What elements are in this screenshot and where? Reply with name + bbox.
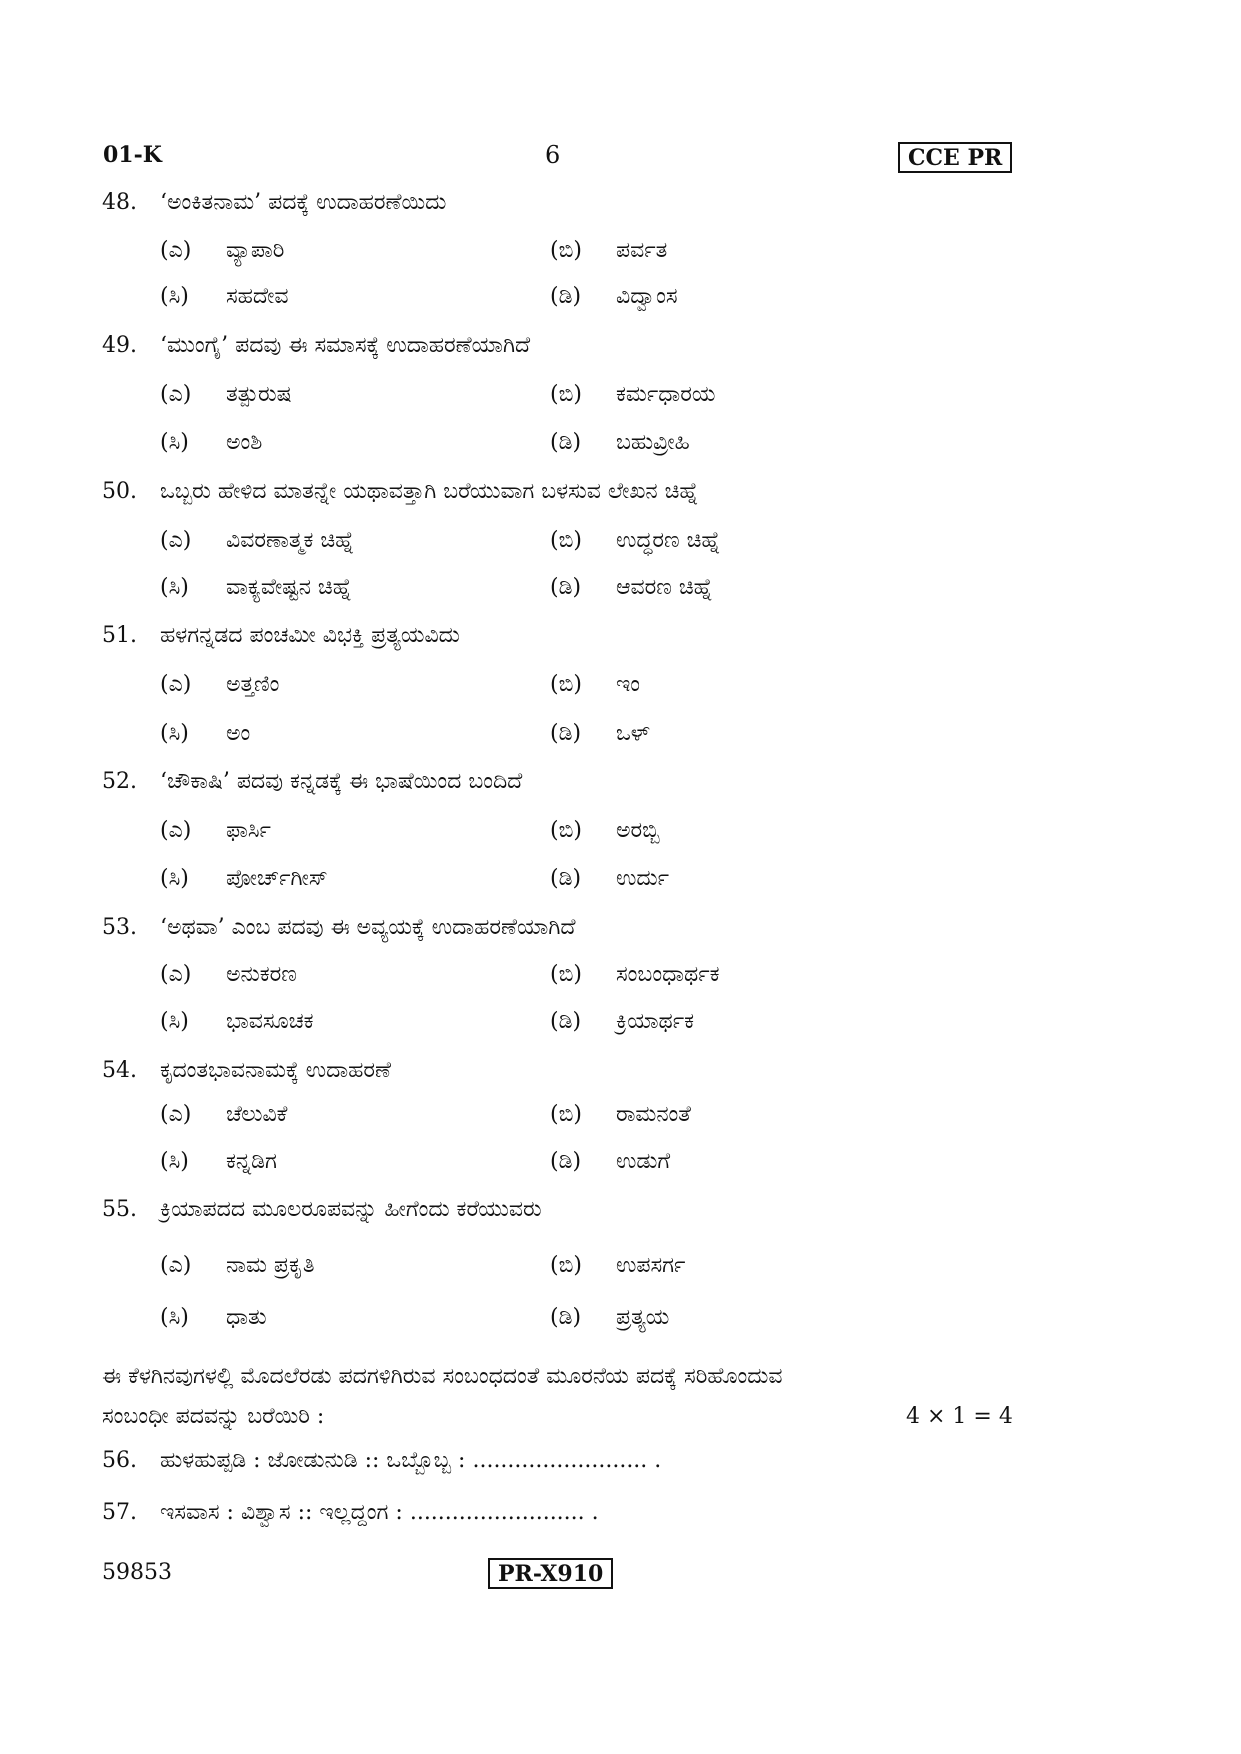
option-b bbox=[550, 238, 667, 263]
question-text: ಹಳಗನ್ನಡದ ಪಂಚಮೀ ವಿಭಕ್ತಿ ಪ್ರತ್ಯಯವಿದು bbox=[160, 623, 460, 648]
option-text: ವಿವರಣಾತ್ಮಕ ಚಿಹ್ನೆ bbox=[226, 528, 355, 553]
option-a bbox=[160, 1253, 315, 1278]
option-label: (ಎ) bbox=[160, 238, 192, 263]
option-text: ಬಹುವ್ರೀಹಿ bbox=[616, 430, 690, 455]
option-text: ಅನುಕರಣ bbox=[226, 962, 297, 987]
serial-number: 59853 bbox=[102, 1560, 172, 1585]
option-text: ಇಂ bbox=[616, 672, 641, 697]
option-c bbox=[160, 1009, 314, 1034]
option-text: ವಿದ್ವಾಂಸ bbox=[616, 284, 678, 309]
option-label: (ಸಿ) bbox=[160, 1149, 189, 1174]
option-d bbox=[550, 1149, 670, 1174]
question-text: ‘ಅಂಕಿತನಾಮ’ ಪದಕ್ಕೆ ಉದಾಹರಣೆಯಿದು bbox=[160, 190, 447, 215]
option-label: (ಸಿ) bbox=[160, 430, 189, 455]
option-b bbox=[550, 1253, 685, 1278]
question-number: 49. bbox=[102, 333, 137, 358]
option-text: ಕರ್ಮಧಾರಯ bbox=[616, 382, 716, 407]
option-c bbox=[160, 575, 352, 600]
question-number: 52. bbox=[102, 769, 137, 794]
option-a bbox=[160, 528, 354, 553]
option-a bbox=[160, 1102, 287, 1127]
option-text: ಅಂ bbox=[226, 721, 251, 746]
question-number: 54. bbox=[102, 1058, 137, 1083]
question-56 bbox=[102, 1448, 661, 1473]
option-label: (ಎ) bbox=[160, 1253, 192, 1278]
option-text: ಪ್ರತ್ಯಯ bbox=[616, 1305, 670, 1330]
option-d bbox=[550, 575, 713, 600]
option-a bbox=[160, 962, 297, 987]
option-text: ಅಂಶಿ bbox=[226, 430, 263, 455]
option-text: ರಾಮನಂತೆ bbox=[616, 1102, 691, 1127]
question-53 bbox=[102, 915, 575, 940]
option-label: (ಸಿ) bbox=[160, 575, 189, 600]
option-c bbox=[160, 1149, 277, 1174]
option-c bbox=[160, 284, 288, 309]
question-number: 51. bbox=[102, 623, 137, 648]
option-text: ಉದ್ಧರಣ ಚಿಹ್ನೆ bbox=[616, 528, 721, 553]
option-label: (ಡಿ) bbox=[550, 575, 582, 600]
question-52 bbox=[102, 769, 522, 794]
option-text: ನಾಮ ಪ್ರಕೃತಿ bbox=[226, 1253, 315, 1278]
question-51 bbox=[102, 623, 460, 648]
option-label: (ಬಿ) bbox=[550, 238, 582, 263]
question-54 bbox=[102, 1058, 391, 1083]
question-number: 48. bbox=[102, 190, 137, 215]
option-text: ಚೆಲುವಿಕೆ bbox=[226, 1102, 288, 1127]
option-d bbox=[550, 866, 669, 891]
option-text: ಅತ್ತಣಿಂ bbox=[226, 672, 280, 697]
option-b bbox=[550, 528, 720, 553]
option-d bbox=[550, 721, 650, 746]
question-57 bbox=[102, 1500, 599, 1525]
section-instruction-line2: ಸಂಬಂಧೀ ಪದವನ್ನು ಬರೆಯಿರಿ : bbox=[102, 1404, 325, 1429]
option-text: ತತ್ಪುರುಷ bbox=[226, 382, 292, 407]
option-text: ಉರ್ದು bbox=[616, 866, 669, 891]
option-b bbox=[550, 672, 640, 697]
option-label: (ಬಿ) bbox=[550, 962, 582, 987]
question-number: 55. bbox=[102, 1197, 137, 1222]
question-text: ಒಬ್ಬರು ಹೇಳಿದ ಮಾತನ್ನೇ ಯಥಾವತ್ತಾಗಿ ಬರೆಯುವಾಗ ಬಳಸುವ ಲೇಖನ ಚಿಹ್ನೆ bbox=[160, 479, 699, 504]
option-label: (ಡಿ) bbox=[550, 866, 582, 891]
option-text: ಧಾತು bbox=[226, 1305, 267, 1330]
option-text: ಅರಬ್ಬಿ bbox=[616, 818, 660, 843]
question-48 bbox=[102, 190, 446, 215]
option-label: (ಸಿ) bbox=[160, 866, 189, 891]
question-number: 50. bbox=[102, 479, 137, 504]
option-text: ಪರ್ವತ bbox=[616, 238, 668, 263]
option-label: (ಡಿ) bbox=[550, 1149, 582, 1174]
option-label: (ಡಿ) bbox=[550, 1305, 582, 1330]
option-label: (ಬಿ) bbox=[550, 672, 582, 697]
option-text: ಆವರಣ ಚಿಹ್ನೆ bbox=[616, 575, 713, 600]
option-c bbox=[160, 721, 250, 746]
option-a bbox=[160, 672, 279, 697]
option-label: (ಬಿ) bbox=[550, 382, 582, 407]
question-number: 56. bbox=[102, 1448, 137, 1473]
option-text: ಉಡುಗೆ bbox=[616, 1149, 671, 1174]
option-label: (ಬಿ) bbox=[550, 1253, 582, 1278]
section-instruction-line1: ಈ ಕೆಳಗಿನವುಗಳಲ್ಲಿ ಮೊದಲೆರಡು ಪದಗಳಿಗಿರುವ ಸಂಬಂಧದಂತೆ ಮೂರನೆಯ ಪದಕ್ಕೆ ಸರಿಹೊಂದುವ bbox=[102, 1364, 783, 1389]
question-text: ‘ಅಥವಾ’ ಎಂಬ ಪದವು ಈ ಅವ್ಯಯಕ್ಕೆ ಉದಾಹರಣೆಯಾಗಿದೆ bbox=[160, 915, 576, 940]
option-a bbox=[160, 238, 284, 263]
option-label: (ಎ) bbox=[160, 1102, 192, 1127]
question-text: ಕ್ರಿಯಾಪದದ ಮೂಲರೂಪವನ್ನು ಹೀಗೆಂದು ಕರೆಯುವರು bbox=[160, 1197, 542, 1222]
question-55 bbox=[102, 1197, 542, 1222]
option-text: ಸಹದೇವ bbox=[226, 284, 289, 309]
option-d bbox=[550, 284, 678, 309]
option-c bbox=[160, 866, 328, 891]
option-b bbox=[550, 818, 659, 843]
page-number: 6 bbox=[545, 141, 561, 169]
option-text: ಉಪಸರ್ಗ bbox=[616, 1253, 686, 1278]
option-label: (ಬಿ) bbox=[550, 528, 582, 553]
option-label: (ಸಿ) bbox=[160, 284, 189, 309]
option-label: (ಬಿ) bbox=[550, 818, 582, 843]
option-label: (ಎ) bbox=[160, 962, 192, 987]
question-text: ಇಸವಾಸ : ವಿಶ್ವಾಸ :: ಇಲ್ಲದ್ದಂಗ : ......................... . bbox=[160, 1500, 599, 1525]
option-text: ವಾಕ್ಯವೇಷ್ಟನ ಚಿಹ್ನೆ bbox=[226, 575, 352, 600]
option-text: ಕನ್ನಡಿಗ bbox=[226, 1149, 277, 1174]
option-label: (ಸಿ) bbox=[160, 1305, 189, 1330]
option-c bbox=[160, 430, 262, 455]
option-label: (ಬಿ) bbox=[550, 1102, 582, 1127]
option-b bbox=[550, 1102, 691, 1127]
marks-allocation: 4 × 1 = 4 bbox=[906, 1404, 1013, 1429]
option-a bbox=[160, 382, 292, 407]
paper-code-box: PR-X910 bbox=[488, 1558, 613, 1589]
option-d bbox=[550, 1009, 694, 1034]
exam-board-box: CCE PR bbox=[898, 142, 1012, 173]
option-label: (ಡಿ) bbox=[550, 721, 582, 746]
question-50 bbox=[102, 479, 699, 504]
option-text: ವ್ಯಾಪಾರಿ bbox=[226, 238, 285, 263]
option-b bbox=[550, 382, 715, 407]
question-number: 53. bbox=[102, 915, 137, 940]
paper-code: 01-K bbox=[103, 142, 162, 168]
option-a bbox=[160, 818, 271, 843]
question-text: ಕೃದಂತಭಾವನಾಮಕ್ಕೆ ಉದಾಹರಣೆ bbox=[160, 1058, 392, 1083]
option-label: (ಎ) bbox=[160, 382, 192, 407]
option-label: (ಡಿ) bbox=[550, 284, 582, 309]
option-text: ಭಾವಸೂಚಕ bbox=[226, 1009, 314, 1034]
option-text: ಒಳ್ bbox=[616, 721, 650, 746]
question-number: 57. bbox=[102, 1500, 137, 1525]
question-text: ಹುಳಹುಪ್ಪಡಿ : ಜೋಡುನುಡಿ :: ಒಬ್ಬೊಬ್ಬ : ......................... . bbox=[160, 1448, 662, 1473]
option-text: ಕ್ರಿಯಾರ್ಥಕ bbox=[616, 1009, 695, 1034]
option-b bbox=[550, 962, 720, 987]
option-label: (ಎ) bbox=[160, 528, 192, 553]
option-label: (ಸಿ) bbox=[160, 1009, 189, 1034]
option-d bbox=[550, 1305, 669, 1330]
option-label: (ಡಿ) bbox=[550, 430, 582, 455]
question-text: ‘ಮುಂಗೈ’ ಪದವು ಈ ಸಮಾಸಕ್ಕೆ ಉದಾಹರಣೆಯಾಗಿದೆ bbox=[160, 333, 531, 358]
option-text: ಸಂಬಂಧಾರ್ಥಕ bbox=[616, 962, 720, 987]
option-text: ಪೋರ್ಚ್‌ಗೀಸ್ bbox=[226, 866, 328, 891]
option-text: ಫಾರ್ಸಿ bbox=[226, 818, 271, 843]
option-label: (ಸಿ) bbox=[160, 721, 189, 746]
option-label: (ಎ) bbox=[160, 672, 192, 697]
option-d bbox=[550, 430, 690, 455]
question-49 bbox=[102, 333, 530, 358]
option-c bbox=[160, 1305, 267, 1330]
option-label: (ಡಿ) bbox=[550, 1009, 582, 1034]
option-label: (ಎ) bbox=[160, 818, 192, 843]
question-text: ‘ಚೌಕಾಷಿ’ ಪದವು ಕನ್ನಡಕ್ಕೆ ಈ ಭಾಷೆಯಿಂದ ಬಂದಿದೆ bbox=[160, 769, 523, 794]
